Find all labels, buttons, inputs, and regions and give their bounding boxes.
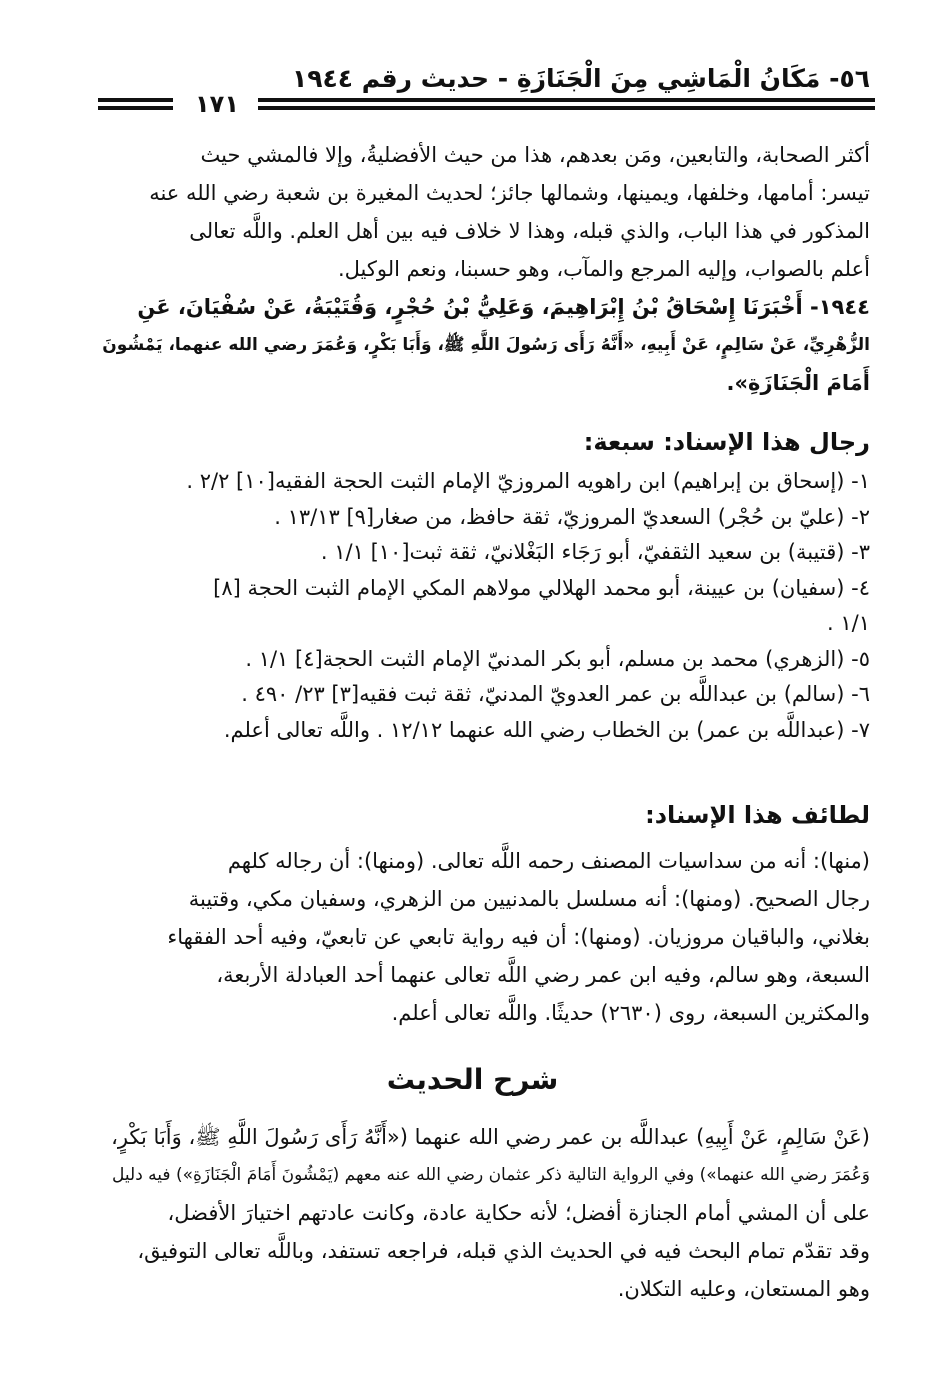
narrator-item: ١- (إسحاق بن إبراهيم) ابن راهويه المروزيّ الإمام الثبت الحجة الفقيه[١٠] ٢/٢ . [186, 469, 870, 493]
header-rule-line [258, 98, 875, 102]
running-header-title: ٥٦- مَكَانُ الْمَاشِي مِنَ الْجَنَازَةِ - حديث رقم ١٩٤٤ [291, 64, 870, 93]
subtleties-heading: لطائف هذا الإسناد: [645, 801, 870, 829]
narrator-item: ٥- (الزهري) محمد بن مسلم، أبو بكر المدنيّ الإمام الثبت الحجة[٤] ١/١ . [245, 646, 870, 671]
explanation-heading: شرح الحديث [386, 1063, 559, 1096]
header-rule [98, 92, 875, 122]
text-line: أَمَامَ الْجَنَازَةِ». [726, 371, 870, 395]
explanation-paragraph [95, 1118, 870, 1308]
text-line: السبعة، وهو سالم، وفيه ابن عمر رضي اللَّه تعالى عنهما أحد العبادلة الأربعة، [216, 963, 870, 987]
text-line: أعلم بالصواب، وإليه المرجع والمآب، وهو حسبنا، ونعم الوكيل. [337, 257, 870, 281]
page-number: ١٧١ [195, 90, 239, 118]
text-line: وَعُمَرَ رضي الله عنهما») وفي الرواية التالية ذكر عثمان رضي الله عنه معهم (يَمْشُونَ أَمَامَ الْجَنَازَةِ») فيه دليل [112, 1165, 870, 1185]
text-line: ١٩٤٤- أَخْبَرَنَا إِسْحَاقُ بْنُ إِبْرَاهِيمَ، وَعَلِيُّ بْنُ حُجْرٍ، وَقُتَيْبَةُ، عَنْ سُفْيَانَ، عَنِ [137, 295, 870, 319]
subtleties-paragraph [95, 842, 870, 1032]
header-rule-line [98, 106, 173, 110]
text-line: أكثر الصحابة، والتابعين، ومَن بعدهم، هذا من حيث الأفضليةُ، وإلا فالمشي حيث [200, 143, 870, 167]
text-line: بغلاني، والباقيان مروزيان. (ومنها): أن فيه رواية تابعي عن تابعيّ، وفيه أحد الفقهاء [167, 925, 870, 949]
narrators-heading: رجال هذا الإسناد: سبعة: [583, 428, 870, 456]
narrator-item: ٣- (قتيبة) بن سعيد الثقفيّ، أبو رَجَاء البَغْلانيّ، ثقة ثبت[١٠] ١/١ . [320, 540, 870, 564]
text-line: على أن المشي أمام الجنازة أفضل؛ لأنه حكاية عادة، وكانت عادتهم اختيارَ الأفضل، [167, 1201, 870, 1225]
text-line: وقد تقدّم تمام البحث فيه في الحديث الذي قبله، فراجعه تستفد، وباللَّه تعالى التوفيق، [137, 1239, 870, 1263]
narrator-item: ٧- (عبداللَّه بن عمر) بن الخطاب رضي الله عنهما ١٢/١٢ . واللَّه تعالى أعلم. [223, 717, 870, 742]
narrators-list [95, 464, 870, 748]
text-line: رجال الصحيح. (ومنها): أنه مسلسل بالمدنيين من الزهري، وسفيان مكي، وقتيبة [188, 887, 870, 911]
text-line: تيسر: أمامها، وخلفها، ويمينها، وشمالها جائز؛ لحديث المغيرة بن شعبة رضي الله عنه [149, 181, 870, 205]
narrator-item-continued: ١/١ . [827, 611, 870, 635]
text-line: (منها): أنه من سداسيات المصنف رحمه اللَّه تعالى. (ومنها): أن رجاله كلهم [227, 849, 870, 873]
text-line: (عَنْ سَالِمٍ، عَنْ أَبِيهِ) عبداللَّه بن عمر رضي الله عنهما («أَنَّهُ رَأَى رَسُولَ اللَّهِ ﷺ، وَأَبَا بَكْرٍ، [111, 1125, 870, 1149]
text-line: الزُّهْرِيِّ، عَنْ سَالِمٍ، عَنْ أَبِيهِ، «أَنَّهُ رَأَى رَسُولَ اللَّهِ ﷺ، وَأَبَا بَكْرٍ، وَعُمَرَ رضي الله عنهما، يَمْشُونَ [102, 335, 870, 355]
text-line: والمكثرين السبعة، روى (٢٦٣٠) حديثًا. واللَّه تعالى أعلم. [391, 1001, 870, 1025]
hadith-text [95, 288, 870, 402]
header-rule-line [98, 98, 173, 102]
narrator-item: ٦- (سالم) بن عبداللَّه بن عمر العدويّ المدنيّ، ثقة ثبت فقيه[٣] ٢٣/ ٤٩٠ . [241, 682, 870, 706]
narrator-item: ٤- (سفيان) بن عيينة، أبو محمد الهلالي مولاهم المكي الإمام الثبت الحجة [٨] [213, 575, 870, 600]
narrator-item: ٢- (عليّ بن حُجْر) السعديّ المروزيّ، ثقة حافظ، من صغار[٩] ١٣/١٣ . [274, 504, 870, 529]
text-line: المذكور في هذا الباب، والذي قبله، وهذا لا خلاف فيه بين أهل العلم. واللَّه تعالى [189, 219, 870, 243]
text-line: وهو المستعان، وعليه التكلان. [617, 1277, 870, 1301]
header-rule-line [258, 106, 875, 110]
intro-paragraph [95, 136, 870, 288]
